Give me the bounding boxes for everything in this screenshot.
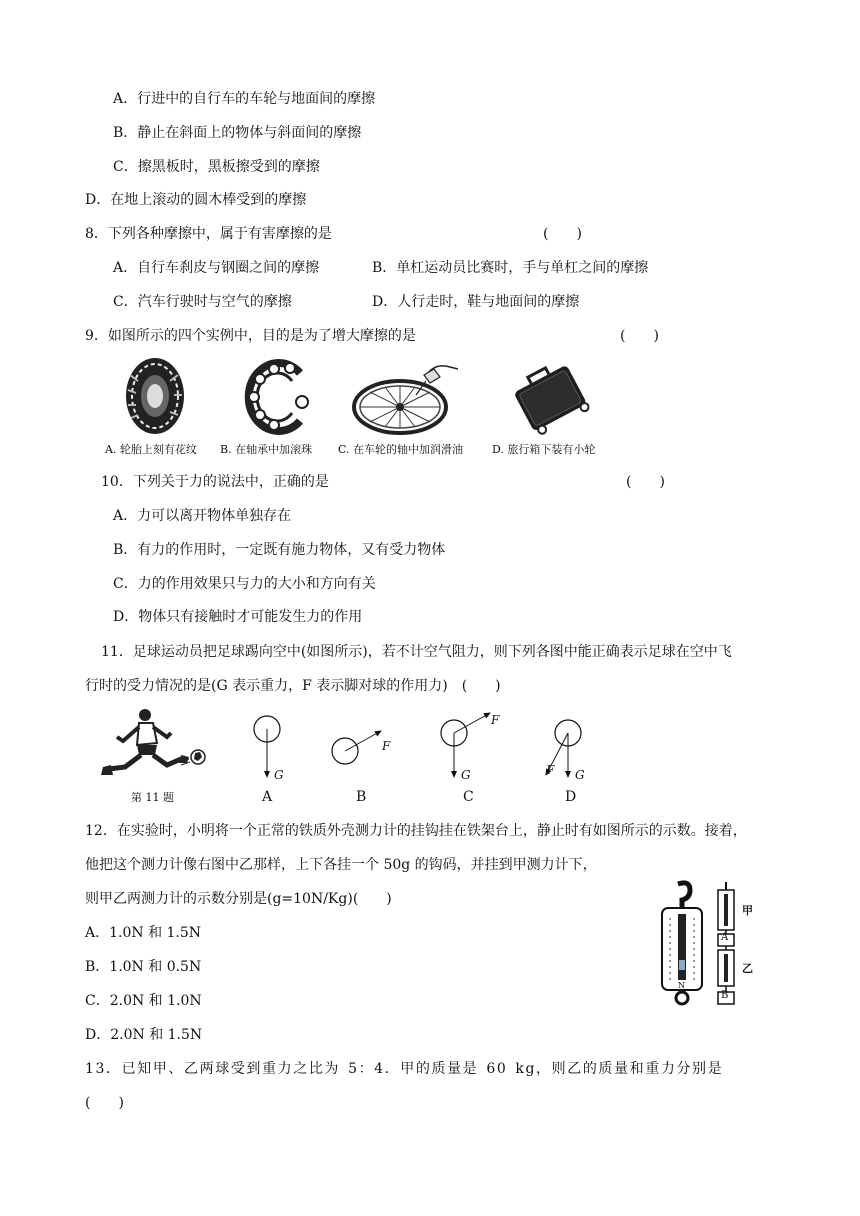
q9-answer-paren: ( ) (620, 328, 659, 344)
q11-stem-line2: 行时的受力情况的是(G 表示重力，F 表示脚对球的作用力) ( ) (85, 678, 501, 694)
q7-option-d: D．在地上滚动的圆木棒受到的摩擦 (85, 192, 307, 208)
q10-option-b: B．有力的作用时，一定既有施力物体，又有受力物体 (113, 542, 446, 558)
q12-stem-line1: 12．在实验时，小明将一个正常的铁质外壳测力计的挂钩挂在铁架台上，静止时有如图所示的示数。接着， (85, 823, 747, 839)
q9-caption-b: B. 在轴承中加滚珠 (220, 443, 313, 456)
scale-label-jia: 甲 (742, 904, 753, 917)
q8-answer-paren: ( ) (543, 226, 582, 242)
q11-option-label-d: D (565, 789, 577, 805)
force-label-g-a: G (274, 768, 284, 782)
wheel-oil-image (350, 355, 462, 437)
q8-option-b: B．单杠运动员比赛时，手与单杠之间的摩擦 (372, 260, 649, 276)
force-label-g-d: G (575, 768, 585, 782)
bearing-image (240, 357, 312, 437)
q8-option-a: A．自行车刹皮与钢圈之间的摩擦 (113, 260, 320, 276)
q13-stem-line2: ( ) (85, 1095, 124, 1111)
q7-option-c: C．擦黑板时，黑板擦受到的摩擦 (113, 159, 320, 175)
q10-stem: 10．下列关于力的说法中，正确的是 (101, 474, 329, 490)
force-diagram-b (332, 731, 381, 764)
q9-caption-a: A. 轮胎上刻有花纹 (105, 443, 197, 456)
q11-option-label-b: B (356, 789, 367, 805)
q10-option-d: D．物体只有接触时才可能发生力的作用 (113, 609, 363, 625)
tire-image (120, 355, 190, 437)
q11-stem-line1: 11．足球运动员把足球踢向空中(如图所示)，若不计空气阻力，则下列各图中能正确表示足球在空中飞 (101, 644, 732, 660)
q10-option-c: C．力的作用效果只与力的大小和方向有关 (113, 576, 376, 592)
q12-stem-line2: 他把这个测力计像右图中乙那样，上下各挂一个 50g 的钩码，并挂到甲测力计下， (85, 857, 597, 873)
scale-unit-label: N (678, 981, 685, 990)
q11-figure (95, 705, 615, 810)
force-label-f-d: F (546, 763, 555, 777)
q7-option-b: B．静止在斜面上的物体与斜面间的摩擦 (113, 125, 362, 141)
q10-answer-paren: ( ) (626, 474, 665, 490)
q8-stem: 8．下列各种摩擦中，属于有害摩擦的是 (85, 226, 332, 242)
scale-label-yi: 乙 (742, 962, 753, 975)
q12-option-c: C．2.0N 和 1.0N (85, 993, 202, 1009)
force-diagrams (235, 705, 615, 785)
q7-option-a: A．行进中的自行车的车轮与地面间的摩擦 (113, 91, 376, 107)
q11-option-label-c: C (463, 789, 474, 805)
q12-option-a: A．1.0N 和 1.5N (85, 925, 202, 941)
force-label-f-b: F (382, 739, 391, 753)
q11-option-label-a: A (262, 789, 273, 805)
q12-option-d: D．2.0N 和 1.5N (85, 1027, 203, 1043)
q9-stem: 9．如图所示的四个实例中，目的是为了增大摩擦的是 (85, 328, 416, 344)
force-label-g-c: G (461, 768, 471, 782)
block-a-label: A (721, 932, 729, 943)
suitcase-image (513, 357, 593, 437)
q9-caption-c: C. 在车轮的轴中加润滑油 (338, 443, 464, 456)
force-label-f-c: F (491, 713, 500, 727)
football-player-image (95, 707, 215, 787)
q12-figure (650, 880, 770, 1010)
q10-option-a: A．力可以离开物体单独存在 (113, 508, 292, 524)
q8-option-d: D．人行走时，鞋与地面间的摩擦 (372, 294, 580, 310)
q8-option-c: C．汽车行驶时与空气的摩擦 (113, 294, 292, 310)
q12-stem-line3: 则甲乙两测力计的示数分别是(g=10N/Kg)( ) (85, 891, 392, 907)
q11-figure-caption: 第 11 题 (131, 791, 174, 804)
q9-caption-d: D. 旅行箱下装有小轮 (492, 443, 596, 456)
q9-figure (95, 355, 625, 460)
q12-option-b: B．1.0N 和 0.5N (85, 959, 202, 975)
spring-scales-image (650, 880, 770, 1010)
q13-stem-line1: 13．已知甲、乙两球受到重力之比为 5：4．甲的质量是 60 kg，则乙的质量和重力分别是 (85, 1061, 724, 1077)
block-b-label: B (721, 990, 729, 1001)
